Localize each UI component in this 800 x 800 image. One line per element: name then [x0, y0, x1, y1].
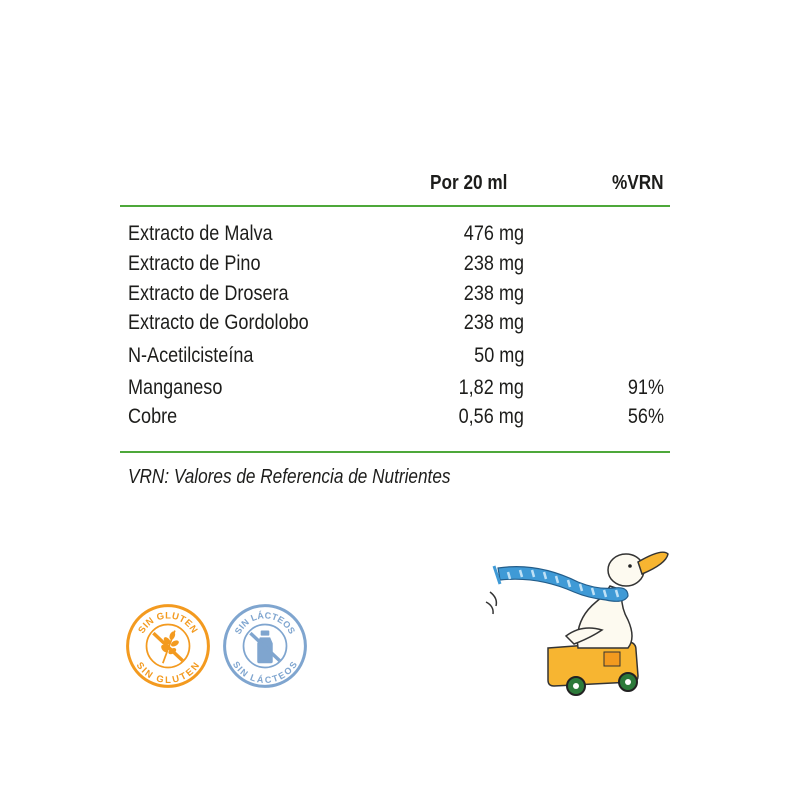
- badge-lacteos-text-bottom: SIN LÁCTEOS: [230, 659, 300, 686]
- table-row: [0, 252, 800, 280]
- ingredient-name: Extracto de Gordolobo: [128, 311, 309, 334]
- ingredient-amount: 238 mg: [463, 282, 524, 305]
- table-row: [0, 222, 800, 250]
- ingredient-amount: 50 mg: [473, 344, 524, 367]
- sin-gluten-badge: [125, 603, 211, 689]
- table-top-rule: [120, 205, 670, 207]
- ingredient-vrn: 56%: [627, 405, 664, 428]
- table-row: [0, 282, 800, 310]
- column-header-vrn: %VRN: [612, 172, 664, 194]
- badge-lacteos-text-top: SIN LÁCTEOS: [232, 610, 298, 636]
- ingredient-amount: 0,56 mg: [458, 405, 524, 428]
- ingredient-amount: 238 mg: [463, 311, 524, 334]
- sin-lacteos-badge: [222, 603, 308, 689]
- table-row: [0, 344, 800, 372]
- ingredient-vrn: 91%: [627, 376, 664, 399]
- table-row: [0, 376, 800, 404]
- badge-gluten-text-bottom: SIN GLUTEN: [133, 660, 203, 687]
- duck-mascot-illustration: [478, 540, 678, 700]
- vrn-footnote: VRN: Valores de Referencia de Nutrientes: [128, 466, 451, 488]
- ingredient-amount: 1,82 mg: [458, 376, 524, 399]
- ingredient-name: Extracto de Drosera: [128, 282, 289, 305]
- ingredient-name: Extracto de Malva: [128, 222, 273, 245]
- ingredient-name: Manganeso: [128, 376, 223, 399]
- ingredient-name: Cobre: [128, 405, 178, 428]
- table-row: [0, 311, 800, 339]
- ingredient-amount: 476 mg: [463, 222, 524, 245]
- ingredient-name: Extracto de Pino: [128, 252, 261, 275]
- table-row: [0, 405, 800, 433]
- ingredient-amount: 238 mg: [463, 252, 524, 275]
- badge-gluten-text-top: SIN GLUTEN: [136, 610, 200, 636]
- ingredient-name: N-Acetilcisteína: [128, 344, 254, 367]
- column-header-per-20ml: Por 20 ml: [430, 172, 508, 194]
- table-bottom-rule: [120, 451, 670, 453]
